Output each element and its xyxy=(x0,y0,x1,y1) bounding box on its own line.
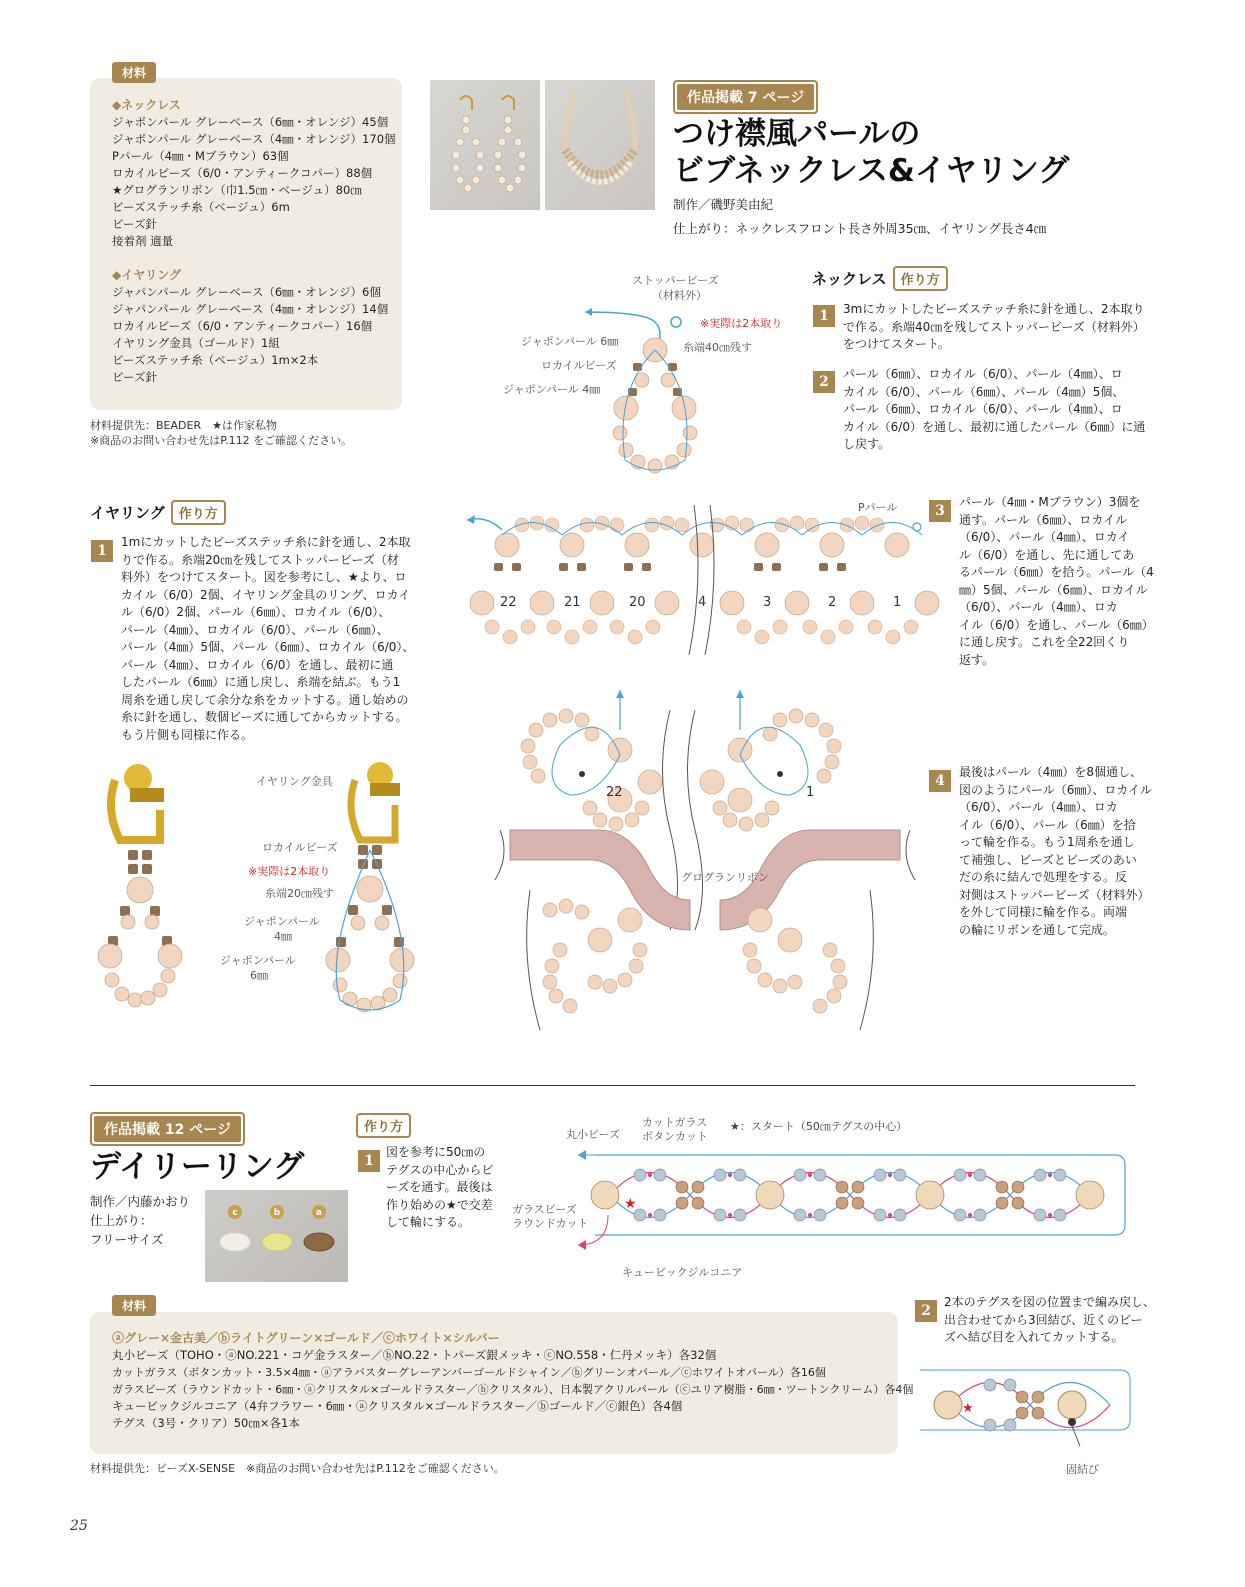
step-number: 3 xyxy=(929,500,951,522)
step-line: イル（6/0）、パール（6㎜）を拾 xyxy=(959,817,1136,832)
ring-materials-head: ⓐグレー×金古美／ⓑライトグリーン×ゴールド／ⓒホワイト×シルバー xyxy=(112,1331,500,1345)
step-line: パール（6㎜）、ロカイル（6/0）、パール（4㎜）、ロ xyxy=(843,402,1123,416)
step-number: 1 xyxy=(358,1150,380,1172)
step-line: ㎜）5個、パール（6㎜）、ロカイル xyxy=(959,582,1148,597)
material-line: Pパール（4㎜・Mブラウン）63個 xyxy=(112,149,289,163)
step-line: の輪にリボンを通して完成。 xyxy=(959,922,1116,937)
step-line: し戻す。 xyxy=(843,437,891,451)
necklace-materials-head: ◆ネックレス xyxy=(112,98,181,112)
ring-step-1 xyxy=(386,1144,493,1232)
step-line: 3mにカットしたビーズステッチ糸に針を通し、2本取り xyxy=(843,302,1145,316)
page-number: 25 xyxy=(70,1518,88,1534)
necklace-section-head xyxy=(812,266,948,291)
unit-number: 1 xyxy=(893,595,902,610)
step-line: カイル（6/0）2個、イヤリング金具のリング、ロカイ xyxy=(121,587,411,602)
variant-badge: c xyxy=(232,1208,238,1218)
ring-photo xyxy=(205,1190,348,1282)
step-line: イル（6/0）を通し、パール（6㎜） xyxy=(959,617,1154,632)
necklace-materials-notes xyxy=(90,418,352,448)
step-line: カイル（6/0）を通し、最初に通したパール（6㎜）に通 xyxy=(843,419,1146,434)
necklace-step-3 xyxy=(959,494,1154,669)
p-pearl-label: Pパール xyxy=(858,501,898,514)
material-line: ジャポンパール グレーベース（4㎜・オレンジ）170個 xyxy=(112,132,396,146)
howto-tag: 作り方 xyxy=(356,1113,411,1138)
glass-bead-label: ガラスビーズ xyxy=(512,1203,577,1216)
step-line: って輪を作る。もう1周糸を通し xyxy=(959,835,1135,849)
actual-double-label: ※実際は2本取り xyxy=(700,317,783,330)
material-line: 丸小ビーズ（TOHO・ⓐNO.221・コゲ金ラスター／ⓑNO.22・トパーズ銀メッキ・ⓒNO.558・仁丹メッキ）各32個 xyxy=(112,1348,717,1362)
step-line: ル（6/0）2個、パール（6㎜）、ロカイル（6/0）、 xyxy=(121,605,391,619)
ring-materials-list xyxy=(112,1330,913,1432)
pearl4-label: ジャポンパール xyxy=(244,915,320,928)
step-line: 通す。パール（6㎜）、ロカイル xyxy=(959,512,1128,527)
ring-materials-tag: 材料 xyxy=(112,1295,156,1316)
step-line: ズへ結び目を入れてカットする。 xyxy=(944,1330,1124,1344)
unit-number: 1 xyxy=(806,785,815,800)
step-line: ーズを通す。最後は xyxy=(386,1180,493,1194)
round-cut-label: ラウンドカット xyxy=(512,1217,589,1230)
page-badge-label: 作品掲載 12 ページ xyxy=(94,1116,241,1142)
unit-number: 22 xyxy=(500,595,517,610)
necklace-step-2 xyxy=(843,366,1145,454)
step-line: で作る。糸端40㎝を残してストッパービーズ（材料外） xyxy=(843,319,1145,334)
necklace-materials-tag: 材料 xyxy=(112,62,156,83)
button-cut-label: ボタンカット xyxy=(642,1130,708,1143)
step-number: 4 xyxy=(929,770,951,792)
stopper-label: ストッパービーズ xyxy=(632,274,719,287)
step-line: 料外）をつけてスタート。図を参考にし、★より、ロ xyxy=(121,570,407,584)
pearl6-size-label: 6㎜ xyxy=(250,969,268,982)
step-number: 1 xyxy=(813,305,835,327)
necklace-head-text: ネックレス xyxy=(812,270,887,288)
thread-end-label: 糸端40㎝残す xyxy=(683,341,752,354)
step-line: （6/0）、パール（4㎜）、ロカイ xyxy=(959,530,1130,544)
actual-double-label: ※実際は2本取り xyxy=(248,865,331,878)
step-line: したパール（6㎜）に通し戻し、糸端を結ぶ。もう1 xyxy=(121,675,401,689)
material-line: ★グログランリボン（巾1.5㎝・ベージュ）80㎝ xyxy=(112,183,362,197)
step-line: に通し戻す。これを全22回くり xyxy=(959,635,1130,649)
step-line: カイル（6/0）、パール（6㎜）、パール（4㎜）5個、 xyxy=(843,384,1125,399)
howto-tag: 作り方 xyxy=(893,266,948,291)
unit-number: 21 xyxy=(564,595,581,610)
material-line: ジャポンパール グレーベース（6㎜・オレンジ）45個 xyxy=(112,115,389,129)
necklace-step-4 xyxy=(959,764,1152,939)
step-line: を外して同様に輪を作る。両端 xyxy=(959,905,1128,919)
material-line: ジャパンパール グレーベース（6㎜・オレンジ）6個 xyxy=(112,285,381,299)
earring-step-1 xyxy=(121,534,414,744)
step-line: 図を参考に50㎝の xyxy=(386,1145,486,1159)
necklace-finish: 仕上がり：ネックレスフロント長さ外周35㎝、イヤリング長さ4㎝ xyxy=(673,221,1047,236)
ring-finish-label: 仕上がり： xyxy=(90,1213,153,1228)
step-line: 対側はストッパービーズ（材料外） xyxy=(959,887,1150,902)
step-line: パール（4㎜・Mブラウン）3個を xyxy=(959,495,1141,509)
material-line: テグス（3号・クリア）50㎝×各1本 xyxy=(112,1416,300,1430)
ribbon-label: グログランリボン xyxy=(681,871,769,884)
ring-title: デイリーリング xyxy=(90,1149,305,1185)
unit-number: 3 xyxy=(763,595,772,610)
step-line: 図のようにパール（6㎜）、ロカイル xyxy=(959,782,1153,797)
pearl4-size-label: 4㎜ xyxy=(274,930,292,943)
start-label: ★：スタート（50㎝テグスの中心） xyxy=(730,1120,908,1133)
svg-text:★: ★ xyxy=(624,1196,637,1212)
step-number: 1 xyxy=(91,540,113,562)
material-line: ジャパンパール グレーベース（4㎜・オレンジ）14個 xyxy=(112,302,389,316)
step-number: 2 xyxy=(915,1300,937,1322)
step-line: 作り始めの★で交差 xyxy=(386,1197,493,1212)
necklace-title-line2: ビブネックレス&イヤリング xyxy=(673,153,1070,189)
step-line: 最後はパール（4㎜）を8個通し、 xyxy=(959,765,1143,779)
step-line: 出合わせてから3回結び、近くのビー xyxy=(944,1312,1143,1327)
step-line: ル（6/0）を通し、先に通してあ xyxy=(959,547,1135,562)
necklace-step-1 xyxy=(843,301,1145,354)
unit-number: 22 xyxy=(606,785,623,800)
material-line: キュービックジルコニア（4弁フラワー・6㎜・ⓐクリスタル×ゴールドラスター／ⓑゴールド／ⓒ銀色）各4個 xyxy=(112,1399,683,1413)
ring-step-2 xyxy=(944,1294,1155,1347)
maru-bead-label: 丸小ビーズ xyxy=(566,1128,621,1141)
stopper-sub-label: （材料外） xyxy=(652,289,707,302)
material-line: ビーズ針 xyxy=(112,370,157,384)
unit-number: 2 xyxy=(828,595,837,610)
ring-supplier-note: 材料提供先：ビーズX-SENSE ※商品のお問い合わせ先はP.112をご確認ください。 xyxy=(90,1462,505,1475)
necklace-page-badge xyxy=(673,80,818,114)
necklace-end-diagram xyxy=(490,690,920,1040)
necklace-body-diagram xyxy=(462,505,942,655)
material-line: イヤリング金具（ゴールド）1組 xyxy=(112,336,280,350)
earring-head-text: イヤリング xyxy=(90,504,165,522)
section-divider xyxy=(90,1085,1135,1086)
inquiry-note: ※商品のお問い合わせ先はP.112 をご確認ください。 xyxy=(90,434,353,447)
knot-label: 固結び xyxy=(1066,1463,1099,1476)
step-line: るパール（6㎜）を拾う。パール（4 xyxy=(959,565,1154,579)
step-line: して輪にする。 xyxy=(386,1215,471,1229)
step-line: パール（4㎜）、ロカイル（6/0）を通し、最初に通 xyxy=(121,657,394,672)
material-line: ロカイルビーズ（6/0・アンティークコパー）88個 xyxy=(112,166,373,180)
variant-badge: b xyxy=(273,1208,281,1218)
pearl6-label: ジャポンパール 6㎜ xyxy=(521,335,619,348)
cz-label: キュービックジルコニア xyxy=(622,1266,743,1279)
material-line: ビーズステッチ糸（ベージュ）6m xyxy=(112,200,290,214)
step-line: 2本のテグスを図の位置まで編み戻し、 xyxy=(944,1295,1156,1309)
variant-badge: a xyxy=(315,1208,323,1218)
necklace-photo xyxy=(545,80,655,210)
thread-end-label: 糸端20㎝残す xyxy=(265,887,334,900)
step-line: 周糸を通し戻して余分な糸をカットする。通し始めの xyxy=(121,692,409,707)
step-line: テグスの中心からビ xyxy=(386,1162,494,1177)
ring-howto-head xyxy=(350,1113,411,1138)
step-line: （6/0）、パール（4㎜）、ロカ xyxy=(959,600,1118,614)
step-line: パール（4㎜）、ロカイル（6/0）、パール（6㎜）、 xyxy=(121,622,389,637)
step-line: 糸に針を通し、数個ビーズに通してからカットする。 xyxy=(121,710,408,724)
cut-glass-label: カットガラス xyxy=(642,1116,708,1129)
ring-page-badge xyxy=(90,1112,245,1146)
ring-author: 制作／内藤かおり xyxy=(90,1194,191,1209)
step-line: りで作る。糸端20㎝を残してストッパービーズ（材 xyxy=(121,552,399,567)
necklace-title-line1: つけ襟風パールの xyxy=(673,116,921,152)
earring-section-head xyxy=(90,500,226,525)
material-line: ビーズ針 xyxy=(112,217,157,231)
material-line: 接着剤 適量 xyxy=(112,234,174,248)
pearl4-label: ジャポンパール 4㎜ xyxy=(503,383,601,396)
ring-band-diagram xyxy=(570,1140,1135,1255)
earring-diagram xyxy=(320,755,430,1025)
necklace-materials-list xyxy=(112,97,396,386)
step-line: 返す。 xyxy=(959,652,995,667)
step-line: をつけてスタート。 xyxy=(843,337,950,351)
earring-photo xyxy=(430,80,540,210)
pearl6-label: ジャポンパール xyxy=(220,954,296,967)
ring-knot-diagram xyxy=(920,1360,1135,1455)
step-line: （6/0）、パール（4㎜）、ロカ xyxy=(959,800,1118,814)
material-line: ビーズステッチ糸（ベージュ）1m×2本 xyxy=(112,353,319,367)
unit-number: 4 xyxy=(698,595,707,610)
page-badge-label: 作品掲載 7 ページ xyxy=(677,84,814,110)
howto-tag: 作り方 xyxy=(171,500,226,525)
material-line: ガラスビーズ（ラウンドカット・6㎜・ⓐクリスタル×ゴールドラスター／ⓑクリスタル）、日本製アクリルパール（ⓒユリア樹脂・6㎜・ツートンクリーム）各4個 xyxy=(112,1383,914,1396)
step-number: 2 xyxy=(813,371,835,393)
necklace-author: 制作／磯野美由紀 xyxy=(673,197,774,212)
step-line: 1mにカットしたビーズステッチ糸に針を通し、2本取 xyxy=(121,535,411,549)
ring-finish-value: フリーサイズ xyxy=(90,1232,164,1247)
supplier-note: 材料提供先：BEADER ★は作家私物 xyxy=(90,419,277,432)
step-line: て補強し、ビーズとビーズのあい xyxy=(959,852,1137,867)
material-line: ロカイルビーズ（6/0・アンティークコパー）16個 xyxy=(112,319,373,333)
fitting-label: イヤリング金具 xyxy=(256,775,333,788)
material-line: カットガラス（ボタンカット・3.5×4㎜・ⓐアラバスターグレーアンバーゴールドシャイン／ⓑグリーンオパール／ⓒホワイトオパール）各16個 xyxy=(112,1366,826,1379)
unit-number: 20 xyxy=(629,595,646,610)
step-line: もう片側も同様に作る。 xyxy=(121,727,254,742)
earring-illustration xyxy=(90,760,240,1020)
earring-materials-head: ◆イヤリング xyxy=(112,268,181,282)
step-line: パール（4㎜）5個、パール（6㎜）、ロカイル（6/0）、 xyxy=(121,640,415,654)
step-line: だの糸に結んで処理をする。反 xyxy=(959,870,1128,884)
step-line: パール（6㎜）、ロカイル（6/0）、パール（4㎜）、ロ xyxy=(843,367,1123,381)
rocaille-label: ロカイルビーズ xyxy=(262,841,338,854)
svg-text:★: ★ xyxy=(962,1401,974,1416)
rocaille-label: ロカイルビーズ xyxy=(541,359,617,372)
